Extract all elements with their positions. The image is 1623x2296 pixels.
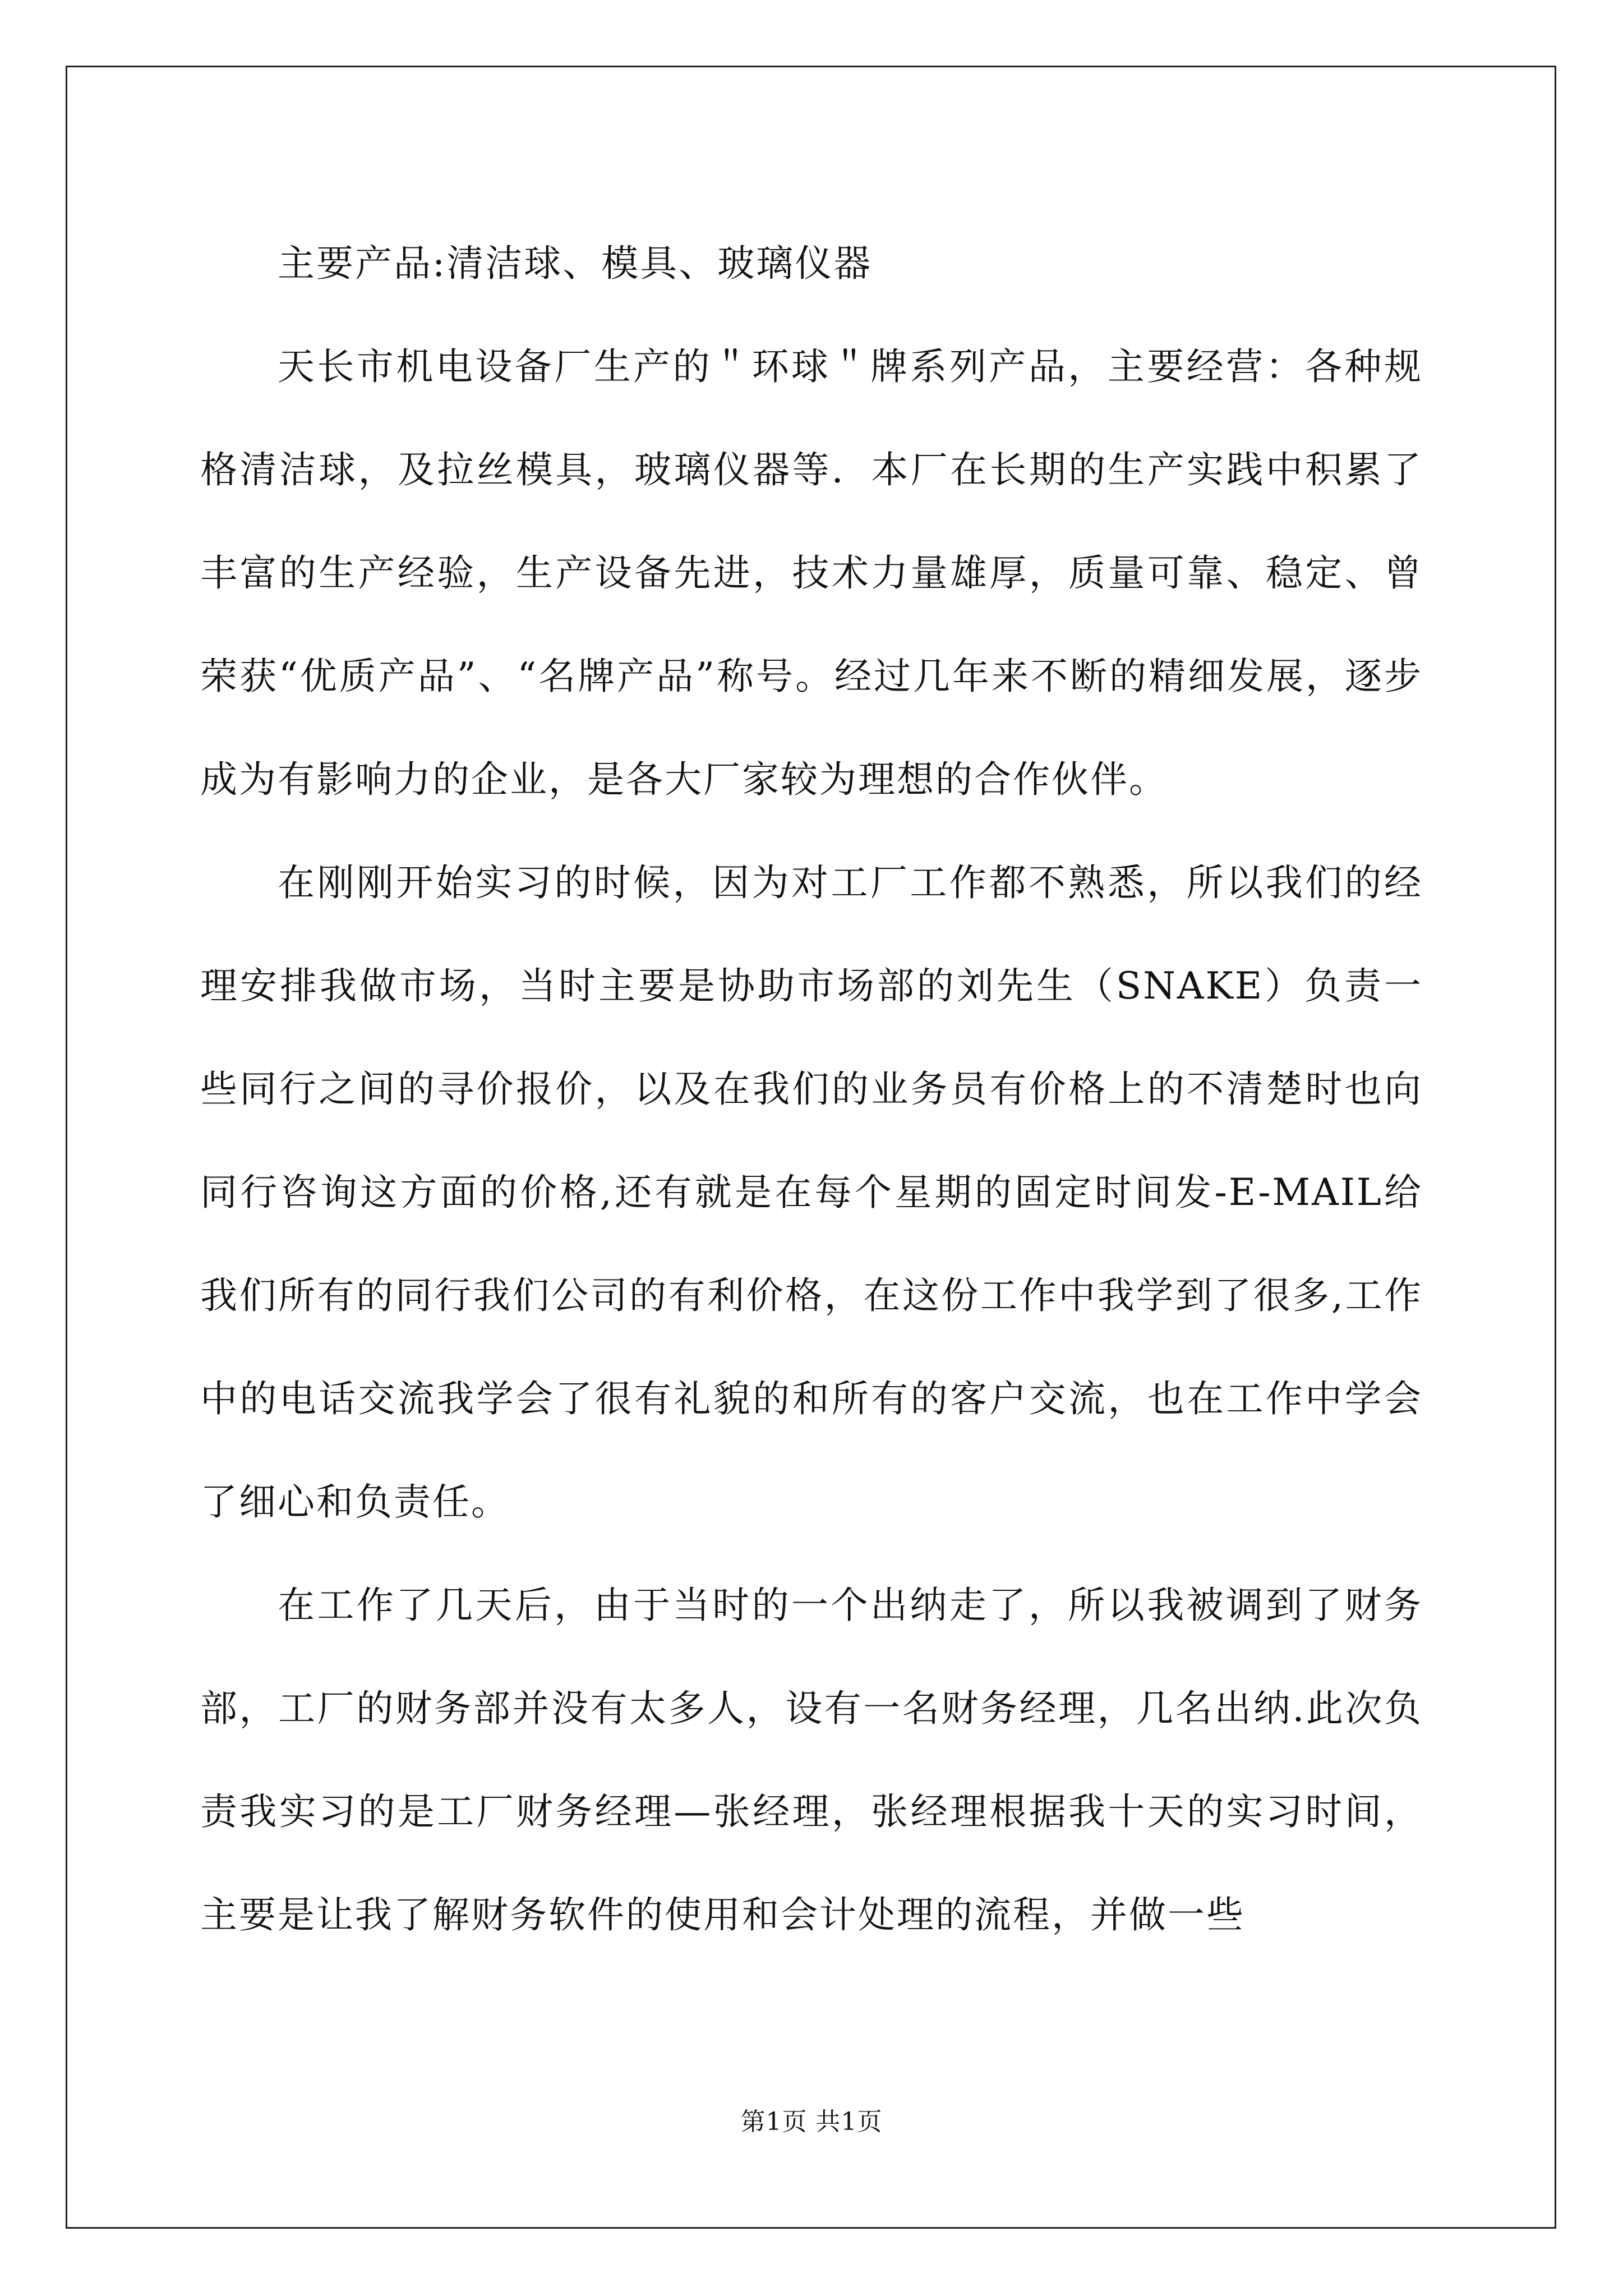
document-body bbox=[200, 212, 1423, 1967]
paragraph-company-intro: 天长市机电设备厂生产的＂环球＂牌系列产品，主要经营：各种规格清洁球，及拉丝模具，玻璃仪器等．本厂在长期的生产实践中积累了丰富的生产经验，生产设备先进，技术力量雄厚，质量可靠、稳定、曾荣获“优质产品”、“名牌产品”称号。经过几年来不断的精细发展，逐步成为有影响力的企业，是各大厂家较为理想的合作伙伴。 bbox=[200, 345, 1423, 801]
page-footer: 第1页 共1页 bbox=[740, 2108, 883, 2136]
paragraph-market-internship: 在刚刚开始实习的时候，因为对工厂工作都不熟悉，所以我们的经理安排我做市场，当时主要是协助市场部的刘先生（SNAKE）负责一些同行之间的寻价报价，以及在我们的业务员有价格上的不清楚时也向同行咨询这方面的价格,还有就是在每个星期的固定时间发-E-MAIL给我们所有的同行我们公司的有利价格，在这份工作中我学到了很多,工作中的电话交流我学会了很有礼貌的和所有的客户交流，也在工作中学会了细心和负责任。 bbox=[200, 861, 1423, 1524]
paragraph-main-products: 主要产品:清洁球、模具、玻璃仪器 bbox=[278, 242, 873, 285]
paragraph-finance-internship: 在工作了几天后，由于当时的一个出纳走了，所以我被调到了财务部，工厂的财务部并没有太多人，设有一名财务经理，几名出纳.此次负责我实习的是工厂财务经理—张经理，张经理根据我十天的实习时间，主要是让我了解财务软件的使用和会计处理的流程，并做一些 bbox=[200, 1584, 1423, 1936]
